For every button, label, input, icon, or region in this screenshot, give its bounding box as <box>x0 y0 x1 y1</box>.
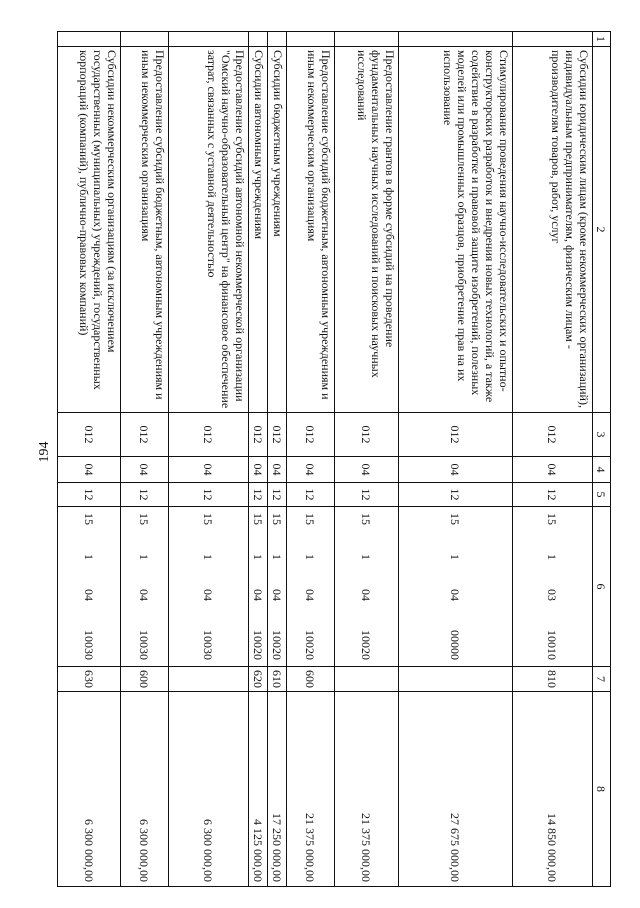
target-code-part: 04 <box>359 589 374 601</box>
column-header: 6 <box>593 507 611 667</box>
table-row <box>513 32 593 887</box>
cell-admin-code: 012 <box>121 413 169 457</box>
cell-subsection: 12 <box>169 483 249 507</box>
target-code-part: 15 <box>201 513 216 525</box>
cell-subsection: 12 <box>335 483 399 507</box>
table-row <box>58 32 121 887</box>
column-header: 3 <box>593 413 611 457</box>
cell-col1 <box>58 32 121 47</box>
cell-admin-code: 012 <box>169 413 249 457</box>
target-code-part: 10020 <box>251 630 265 660</box>
cell-subsection: 12 <box>268 483 287 507</box>
target-code-parts <box>270 507 284 666</box>
cell-section: 04 <box>513 457 593 483</box>
table-row <box>249 32 268 887</box>
target-code-part: 00000 <box>448 630 463 660</box>
cell-section: 04 <box>268 457 287 483</box>
target-code-part: 15 <box>545 513 560 525</box>
cell-description: Субсидии автономным учреждениям <box>249 47 268 413</box>
budget-table-rotated <box>76 31 611 886</box>
cell-section: 04 <box>249 457 268 483</box>
target-code-part: 04 <box>251 589 265 601</box>
cell-description: Субсидии юридическим лицам (кроме некоммерческих организаций), индивидуальным предпринимателям, физическим лицам - производителям товаров, работ, услуг <box>513 47 593 413</box>
target-code-part: 1 <box>359 554 374 560</box>
column-header: 1 <box>593 32 611 47</box>
target-code-part: 10020 <box>359 630 374 660</box>
target-code-parts <box>251 507 265 666</box>
target-code-part: 15 <box>137 513 152 525</box>
header-row <box>593 32 611 887</box>
target-code-part: 04 <box>201 589 216 601</box>
budget-table <box>57 31 611 887</box>
table-row <box>335 32 399 887</box>
target-code-parts <box>202 507 216 666</box>
column-header: 8 <box>593 692 611 887</box>
table-row <box>169 32 249 887</box>
cell-expense-type: 630 <box>58 667 121 692</box>
cell-target-code <box>513 507 593 667</box>
cell-section: 04 <box>287 457 335 483</box>
target-code-part: 15 <box>251 513 265 525</box>
target-code-part: 1 <box>448 554 463 560</box>
cell-description: Предоставление субсидий автономной некоммерческой организации "Омский научно-образовательный центр" на финансовое обеспечение затрат, связанных с уставной деятельностью <box>169 47 249 413</box>
cell-subsection: 12 <box>249 483 268 507</box>
target-code-part: 10030 <box>82 630 96 660</box>
cell-col1 <box>399 32 513 47</box>
target-code-parts <box>546 507 560 666</box>
cell-amount: 4 125 000,00 <box>249 692 268 887</box>
target-code-part: 10030 <box>201 630 216 660</box>
cell-target-code <box>335 507 399 667</box>
cell-col1 <box>121 32 169 47</box>
cell-admin-code: 012 <box>399 413 513 457</box>
cell-amount: 14 850 000,00 <box>513 692 593 887</box>
cell-section: 04 <box>169 457 249 483</box>
cell-admin-code: 012 <box>58 413 121 457</box>
cell-col1 <box>169 32 249 47</box>
target-code-part: 1 <box>545 554 560 560</box>
target-code-part: 1 <box>270 554 284 560</box>
cell-expense-type: 810 <box>513 667 593 692</box>
cell-target-code <box>121 507 169 667</box>
target-code-parts <box>360 507 374 666</box>
table-row <box>268 32 287 887</box>
cell-section: 04 <box>399 457 513 483</box>
cell-section: 04 <box>58 457 121 483</box>
cell-expense-type <box>169 667 249 692</box>
cell-subsection: 12 <box>399 483 513 507</box>
cell-section: 04 <box>335 457 399 483</box>
cell-col1 <box>268 32 287 47</box>
cell-description: Субсидии некоммерческим организациям (за исключением государственных (муниципальных) учреждений, государственных корпораций (компаний), публично-правовых компаний) <box>58 47 121 413</box>
target-code-parts <box>449 507 463 666</box>
cell-amount: 6 300 000,00 <box>121 692 169 887</box>
cell-section: 04 <box>121 457 169 483</box>
target-code-part: 10020 <box>270 630 284 660</box>
target-code-parts <box>304 507 318 666</box>
cell-amount: 21 375 000,00 <box>287 692 335 887</box>
cell-description: Предоставление грантов в форме субсидий на проведение фундаментальных научных исследований и поисковых научных исследований <box>335 47 399 413</box>
cell-description: Предоставление субсидий бюджетным, автономным учреждениям и иным некоммерческим организациям <box>121 47 169 413</box>
cell-target-code <box>169 507 249 667</box>
cell-target-code <box>58 507 121 667</box>
cell-col1 <box>335 32 399 47</box>
table-row <box>287 32 335 887</box>
column-header: 7 <box>593 667 611 692</box>
target-code-part: 15 <box>303 513 318 525</box>
cell-expense-type: 600 <box>121 667 169 692</box>
target-code-part: 15 <box>448 513 463 525</box>
cell-expense-type: 620 <box>249 667 268 692</box>
cell-admin-code: 012 <box>249 413 268 457</box>
target-code-part: 04 <box>270 589 284 601</box>
target-code-part: 15 <box>359 513 374 525</box>
cell-description: Стимулирование проведения научно-исследовательских и опытно-конструкторских разработок и внедрения новых технологий, а также содействие в разработке и правовой защите изобретений, полезных моделей или промышленных образцов, приобретение прав на их использование <box>399 47 513 413</box>
cell-subsection: 12 <box>58 483 121 507</box>
cell-admin-code: 012 <box>268 413 287 457</box>
cell-col1 <box>249 32 268 47</box>
target-code-part: 15 <box>82 513 96 525</box>
cell-subsection: 12 <box>513 483 593 507</box>
cell-admin-code: 012 <box>287 413 335 457</box>
target-code-parts <box>82 507 96 666</box>
target-code-part: 10010 <box>545 630 560 660</box>
target-code-part: 04 <box>137 589 152 601</box>
target-code-part: 03 <box>545 589 560 601</box>
cell-amount: 21 375 000,00 <box>335 692 399 887</box>
target-code-part: 04 <box>303 589 318 601</box>
target-code-part: 04 <box>82 589 96 601</box>
cell-col1 <box>287 32 335 47</box>
cell-amount: 17 250 000,00 <box>268 692 287 887</box>
target-code-part: 15 <box>270 513 284 525</box>
cell-target-code <box>268 507 287 667</box>
target-code-part: 1 <box>137 554 152 560</box>
table-row <box>121 32 169 887</box>
target-code-part: 1 <box>303 554 318 560</box>
target-code-parts <box>138 507 152 666</box>
cell-subsection: 12 <box>287 483 335 507</box>
column-header: 4 <box>593 457 611 483</box>
cell-expense-type <box>335 667 399 692</box>
cell-admin-code: 012 <box>513 413 593 457</box>
cell-amount: 6 300 000,00 <box>58 692 121 887</box>
cell-target-code <box>287 507 335 667</box>
cell-expense-type <box>399 667 513 692</box>
cell-description: Субсидии бюджетным учреждениям <box>268 47 287 413</box>
cell-expense-type: 600 <box>287 667 335 692</box>
cell-amount: 27 675 000,00 <box>399 692 513 887</box>
page-number: 194 <box>37 441 52 463</box>
target-code-part: 1 <box>82 554 96 560</box>
cell-description: Предоставление субсидий бюджетным, автономным учреждениям и иным некоммерческим организациям <box>287 47 335 413</box>
target-code-part: 10030 <box>137 630 152 660</box>
cell-target-code <box>399 507 513 667</box>
cell-target-code <box>249 507 268 667</box>
cell-subsection: 12 <box>121 483 169 507</box>
cell-expense-type: 610 <box>268 667 287 692</box>
cell-col1 <box>513 32 593 47</box>
cell-amount: 6 300 000,00 <box>169 692 249 887</box>
target-code-part: 1 <box>201 554 216 560</box>
target-code-part: 10020 <box>303 630 318 660</box>
target-code-part: 04 <box>448 589 463 601</box>
table-row <box>399 32 513 887</box>
cell-admin-code: 012 <box>335 413 399 457</box>
column-header: 2 <box>593 47 611 413</box>
column-header: 5 <box>593 483 611 507</box>
target-code-part: 1 <box>251 554 265 560</box>
